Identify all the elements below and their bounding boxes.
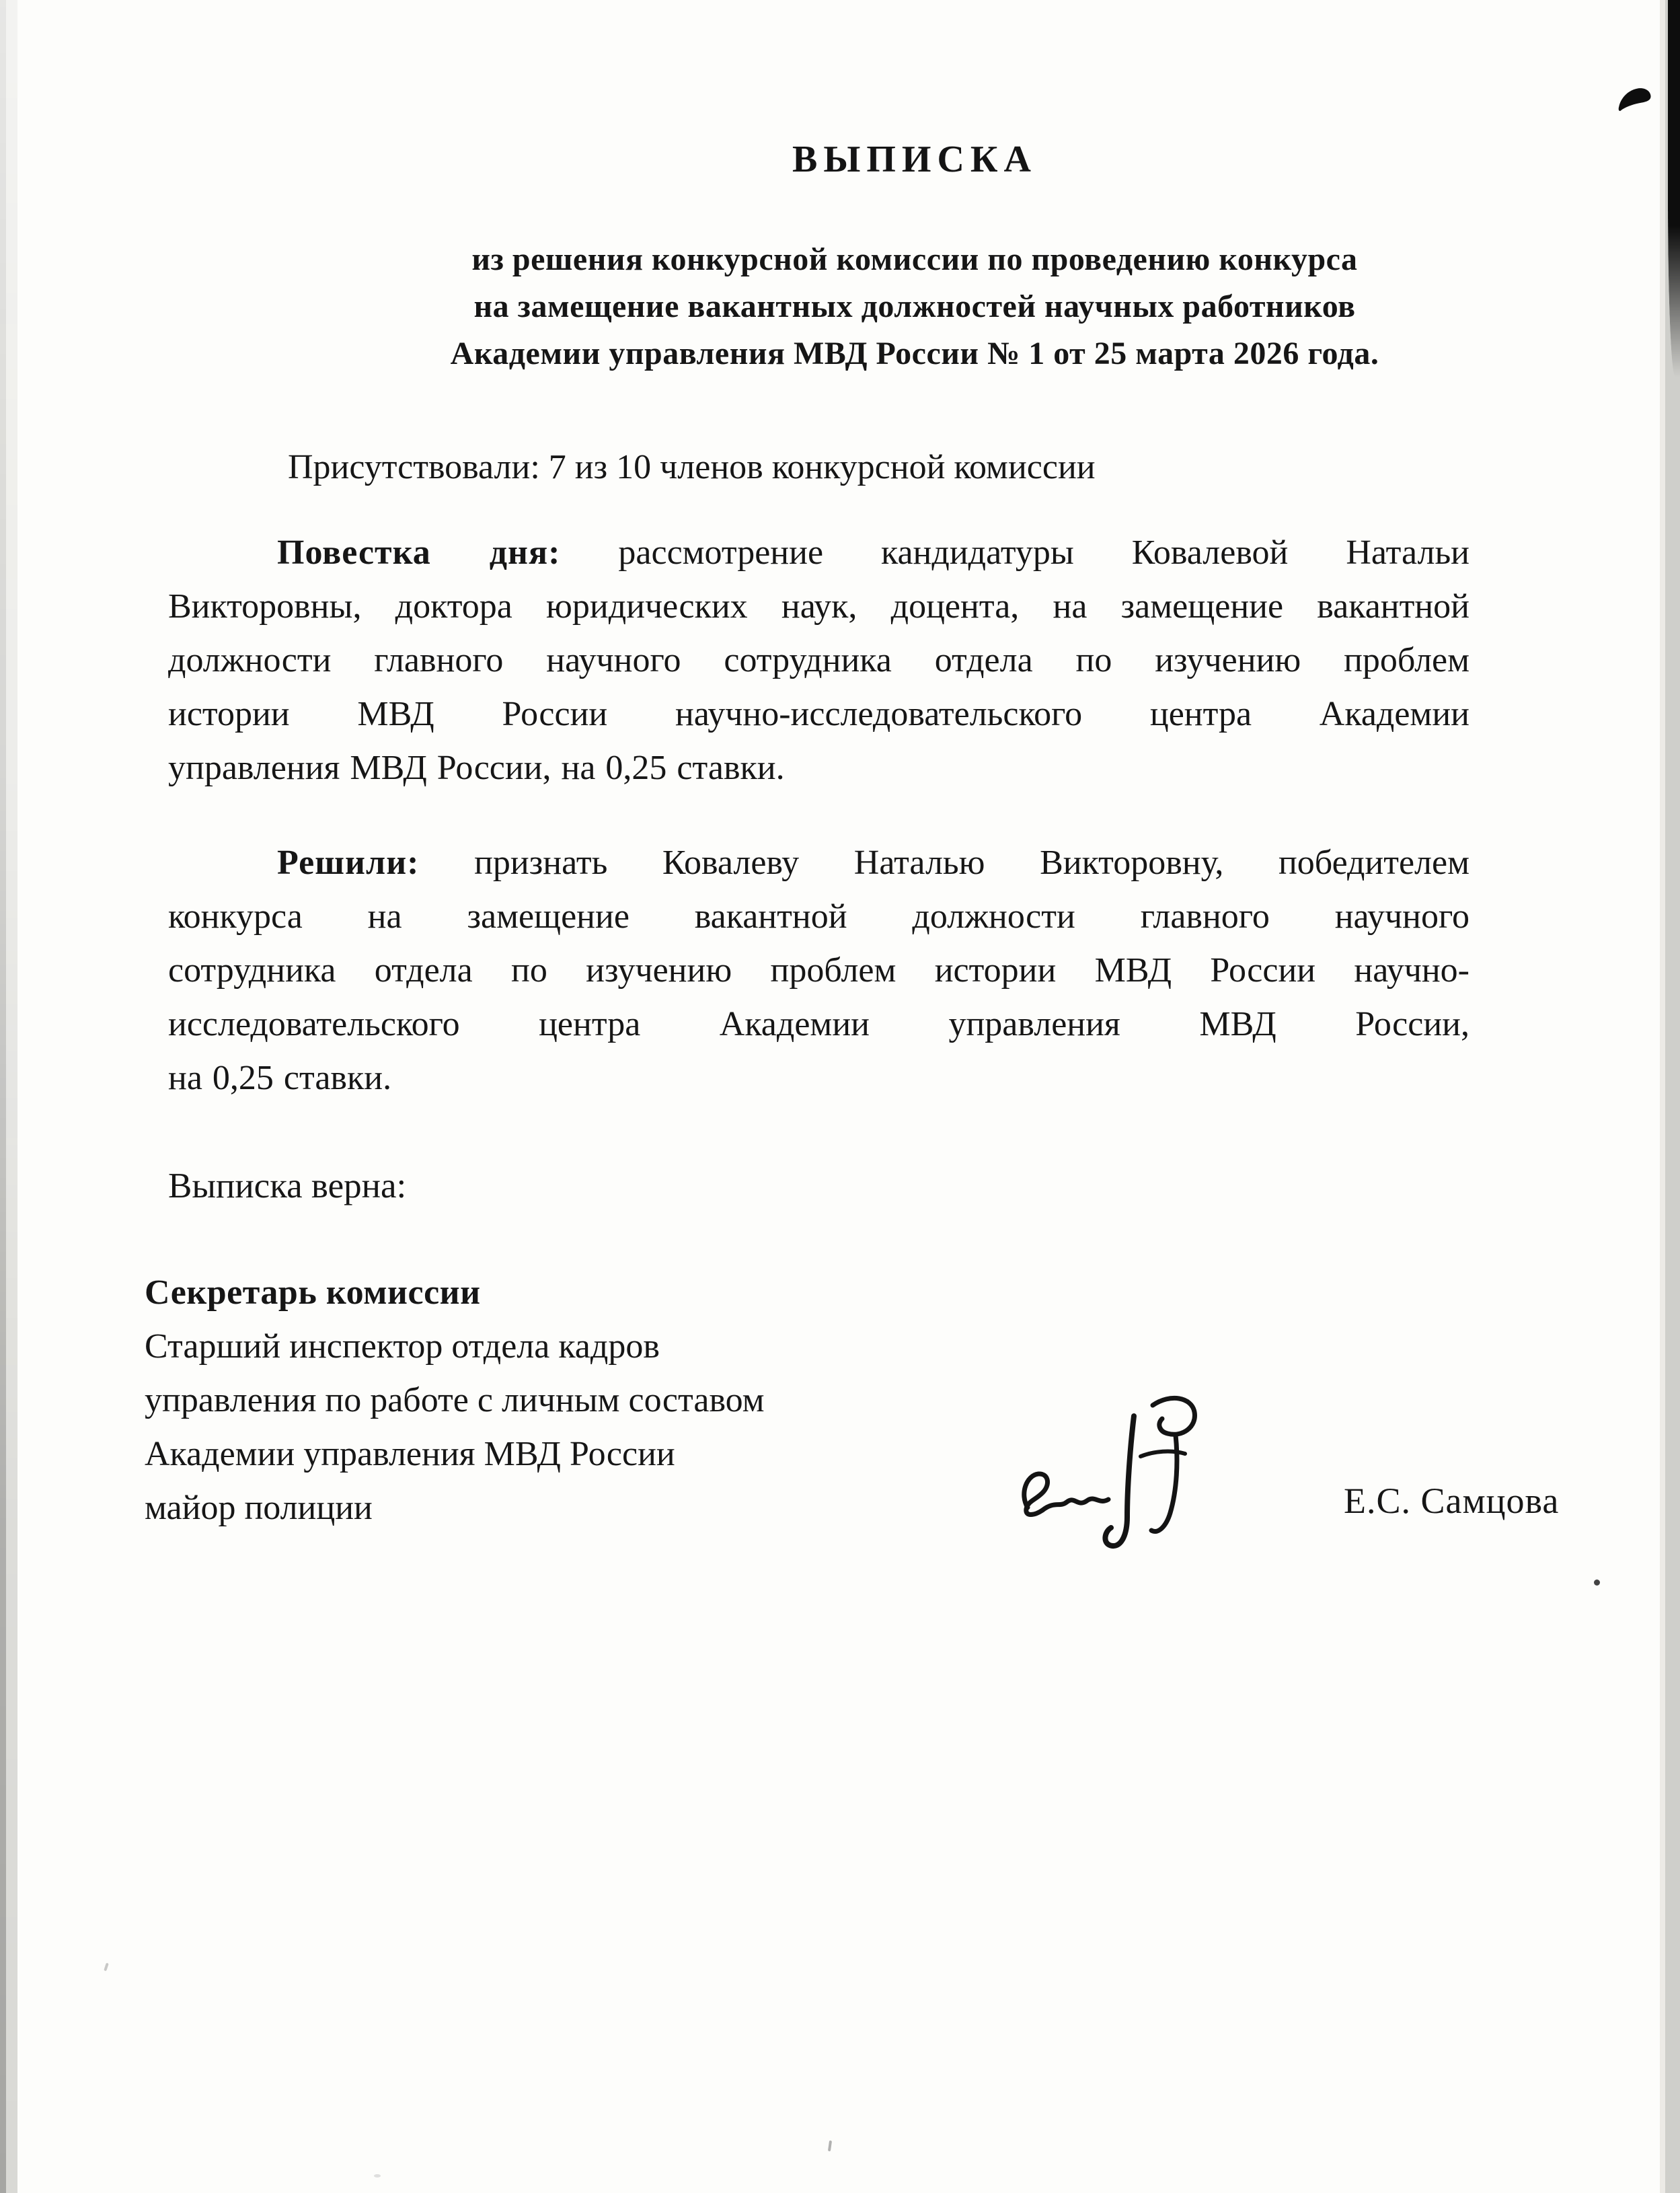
- decision-paragraph: [168, 836, 1469, 1105]
- text-line: Старший инспектор отдела кадров: [145, 1327, 660, 1366]
- document-subtitle: [289, 236, 1540, 377]
- document-title: ВЫПИСКА: [792, 139, 1037, 180]
- signer-name: Е.С. Самцова: [1344, 1481, 1560, 1521]
- scan-edge-right-shadow: [1668, 0, 1680, 377]
- text-line: майор полиции: [145, 1489, 373, 1527]
- handwritten-signature: [1002, 1376, 1237, 1577]
- text-line: конкурса на замещение вакантной должности главного научного: [168, 897, 1469, 936]
- attendance-line: Присутствовали: 7 из 10 членов конкурсной комиссии: [288, 448, 1096, 486]
- ink-blot-mark: [1615, 83, 1656, 117]
- scan-speck: [1594, 1579, 1600, 1586]
- scan-speck: [104, 1963, 109, 1972]
- text-line: управления по работе с личным составом: [145, 1381, 765, 1419]
- text-line: сотрудника отдела по изучению проблем истории МВД России научно-: [168, 951, 1469, 990]
- text-line: Повестка дня: рассмотрение кандидатуры Ковалевой Натальи: [277, 533, 1470, 572]
- agenda-paragraph: [168, 526, 1469, 795]
- document-heading: [289, 138, 1540, 377]
- text-line: Решили: признать Ковалеву Наталью Викторовну, победителем: [277, 844, 1469, 882]
- signature-titles-block: [145, 1266, 1019, 1535]
- text-line: из решения конкурсной комиссии по проведению конкурса: [471, 241, 1358, 277]
- text-line: управления МВД России, на 0,25 ставки.: [168, 749, 785, 787]
- text-line: исследовательского центра Академии управления МВД России,: [168, 1005, 1469, 1043]
- text-line: на замещение вакантных должностей научных работников: [473, 289, 1356, 324]
- text-line: Академии управления МВД России № 1 от 25 марта 2026 года.: [450, 336, 1379, 371]
- text-line: Секретарь комиссии: [145, 1273, 481, 1312]
- text-line: Викторовны, доктора юридических наук, доцента, на замещение вакантной: [168, 587, 1469, 626]
- scan-speck: [828, 2141, 832, 2151]
- text-line: на 0,25 ставки.: [168, 1059, 392, 1097]
- text-line: Академии управления МВД России: [145, 1435, 675, 1473]
- text-line: должности главного научного сотрудника отдела по изучению проблем: [168, 641, 1469, 679]
- text-line: истории МВД России научно-исследовательского центра Академии: [168, 695, 1469, 733]
- scan-edge-left-strip: [0, 0, 17, 2193]
- scan-speck: [374, 2174, 381, 2178]
- certification-line: Выписка верна:: [168, 1166, 407, 1205]
